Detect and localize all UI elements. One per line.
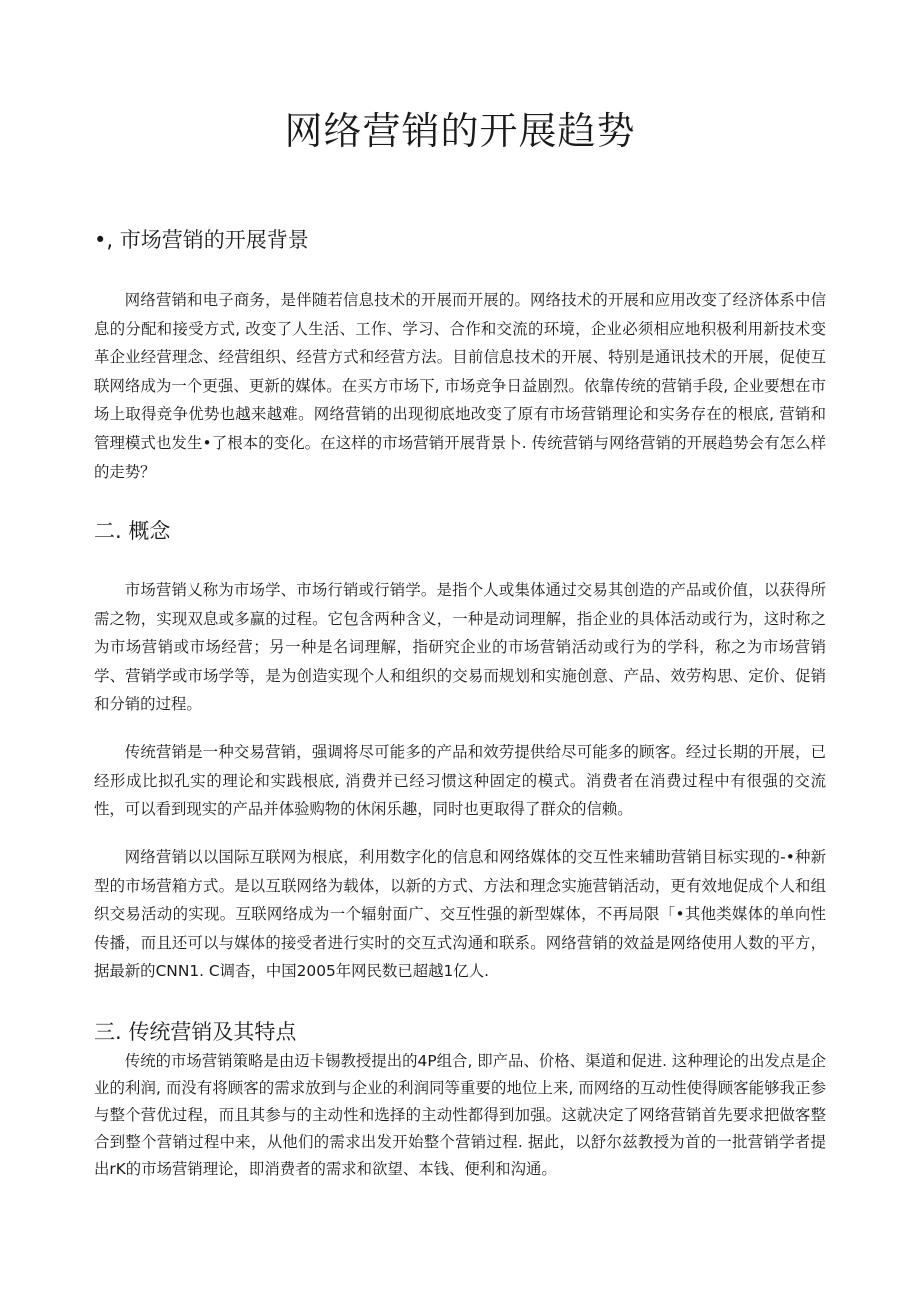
paragraph-traditional-marketing: 传统营销是一种交易营销，强调将尽可能多的产品和效劳提供给尽可能多的顾客。经过长期的开展，已经形成比拟孔实的理论和实践根底, 消费并已经习惯这种固定的模式。消费者在消费过程中有很强的交流性，可以看到现实的产品并体验购物的休闲乐趣，同时也更取得了群众的信赖。 — [94, 743, 826, 819]
paragraph-network-marketing: 网络营销以以国际互联网为根底，利用数字化的信息和网络媒体的交互性来辅助营销目标实现的-•种新型的市场营箱方式。是以互联网络为载体，以新的方式、方法和理念实施营销活动，更有效地促成个人和组织交易活动的实现。互联网络成为一个辐射面广、交互性强的新型媒体，不再局限「•其他类媒体的单向性传播，而且还可以与媒体的接受者进行实时的交互式沟通和联系。网络营销的效益是网络使用人数的平方，据最新的CNN1. C调杳，中国2005年网民数已超越1亿人. — [94, 848, 826, 981]
section-heading-concept: 二. 概念 — [94, 519, 171, 543]
paragraph-background: 网络营销和电子商务，是伴随若信息技术的开展而开展的。网络技术的开展和应用改变了经济体系中信息的分配和接受方式, 改变了人生活、工作、学习、合作和交流的环境，企业必须相应地积极利用新技术变革企业经营理念、经营组织、经营方式和经营方法。目前信息技术的开展、特别是通讯技术的开展，促使互联网络成为一个更强、更新的媒体。在买方市场下, 市场竞争日益剧烈。依靠传统的营销手段, 企业要想在市场上取得竞争优势也越来越难。网络营销的出现彻底地改变了原有市场营销理论和实务存在的根底, 营销和管理模式也发生•了根本的变化。在这样的市场营销开展背景卜. 传统营销与网络营销的开展趋势会有怎么样的走势？ — [94, 291, 826, 481]
paragraph-concept-definition: 市场营销乂称为市场学、市场行销或行销学。是指个人或集体通过交易其创造的产品或价值，以获得所需之物，实现双息或多赢的过程。它包含两种含义，一种是动词理解，指企业的具体活动或行为，这时称之为市场营销或市场经营；另一种是名词理解，指研究企业的市场营销活动或行为的学科，称之为市场营销学、营销学或市场学等，是为创造实现个人和组织的交易而规划和实施创意、产品、效劳构思、定价、促销和分销的过程。 — [94, 581, 826, 714]
section-heading-background: •, 市场营销的开展背景 — [94, 228, 309, 252]
section-heading-traditional-features: 三. 传统营销及其特点 — [94, 1020, 297, 1044]
paragraph-traditional-features: 传统的市场营销策略是由迈卡锡教授提出的4P组合, 即产品、价格、渠道和促进. 这种理论的出发点是企业的利润, 而没有将顾客的需求放到与企业的利润同等重要的地位上来, 而网络的互动性使得顾客能够我正参与整个营优过程，而且其参与的主动性和选择的主动性都得到加强。这就决定了网络营销首先要求把做客整合到整个营销过程中来，从他们的需求出发开始整个营销过程. 据此，以舒尔兹教授为首的一批营销学者提出rK的市场营销理论，即消费者的需求和欲望、本钱、便利和沟通。 — [94, 1052, 826, 1178]
document-title: 网络营销的开展趋势 — [284, 109, 636, 153]
